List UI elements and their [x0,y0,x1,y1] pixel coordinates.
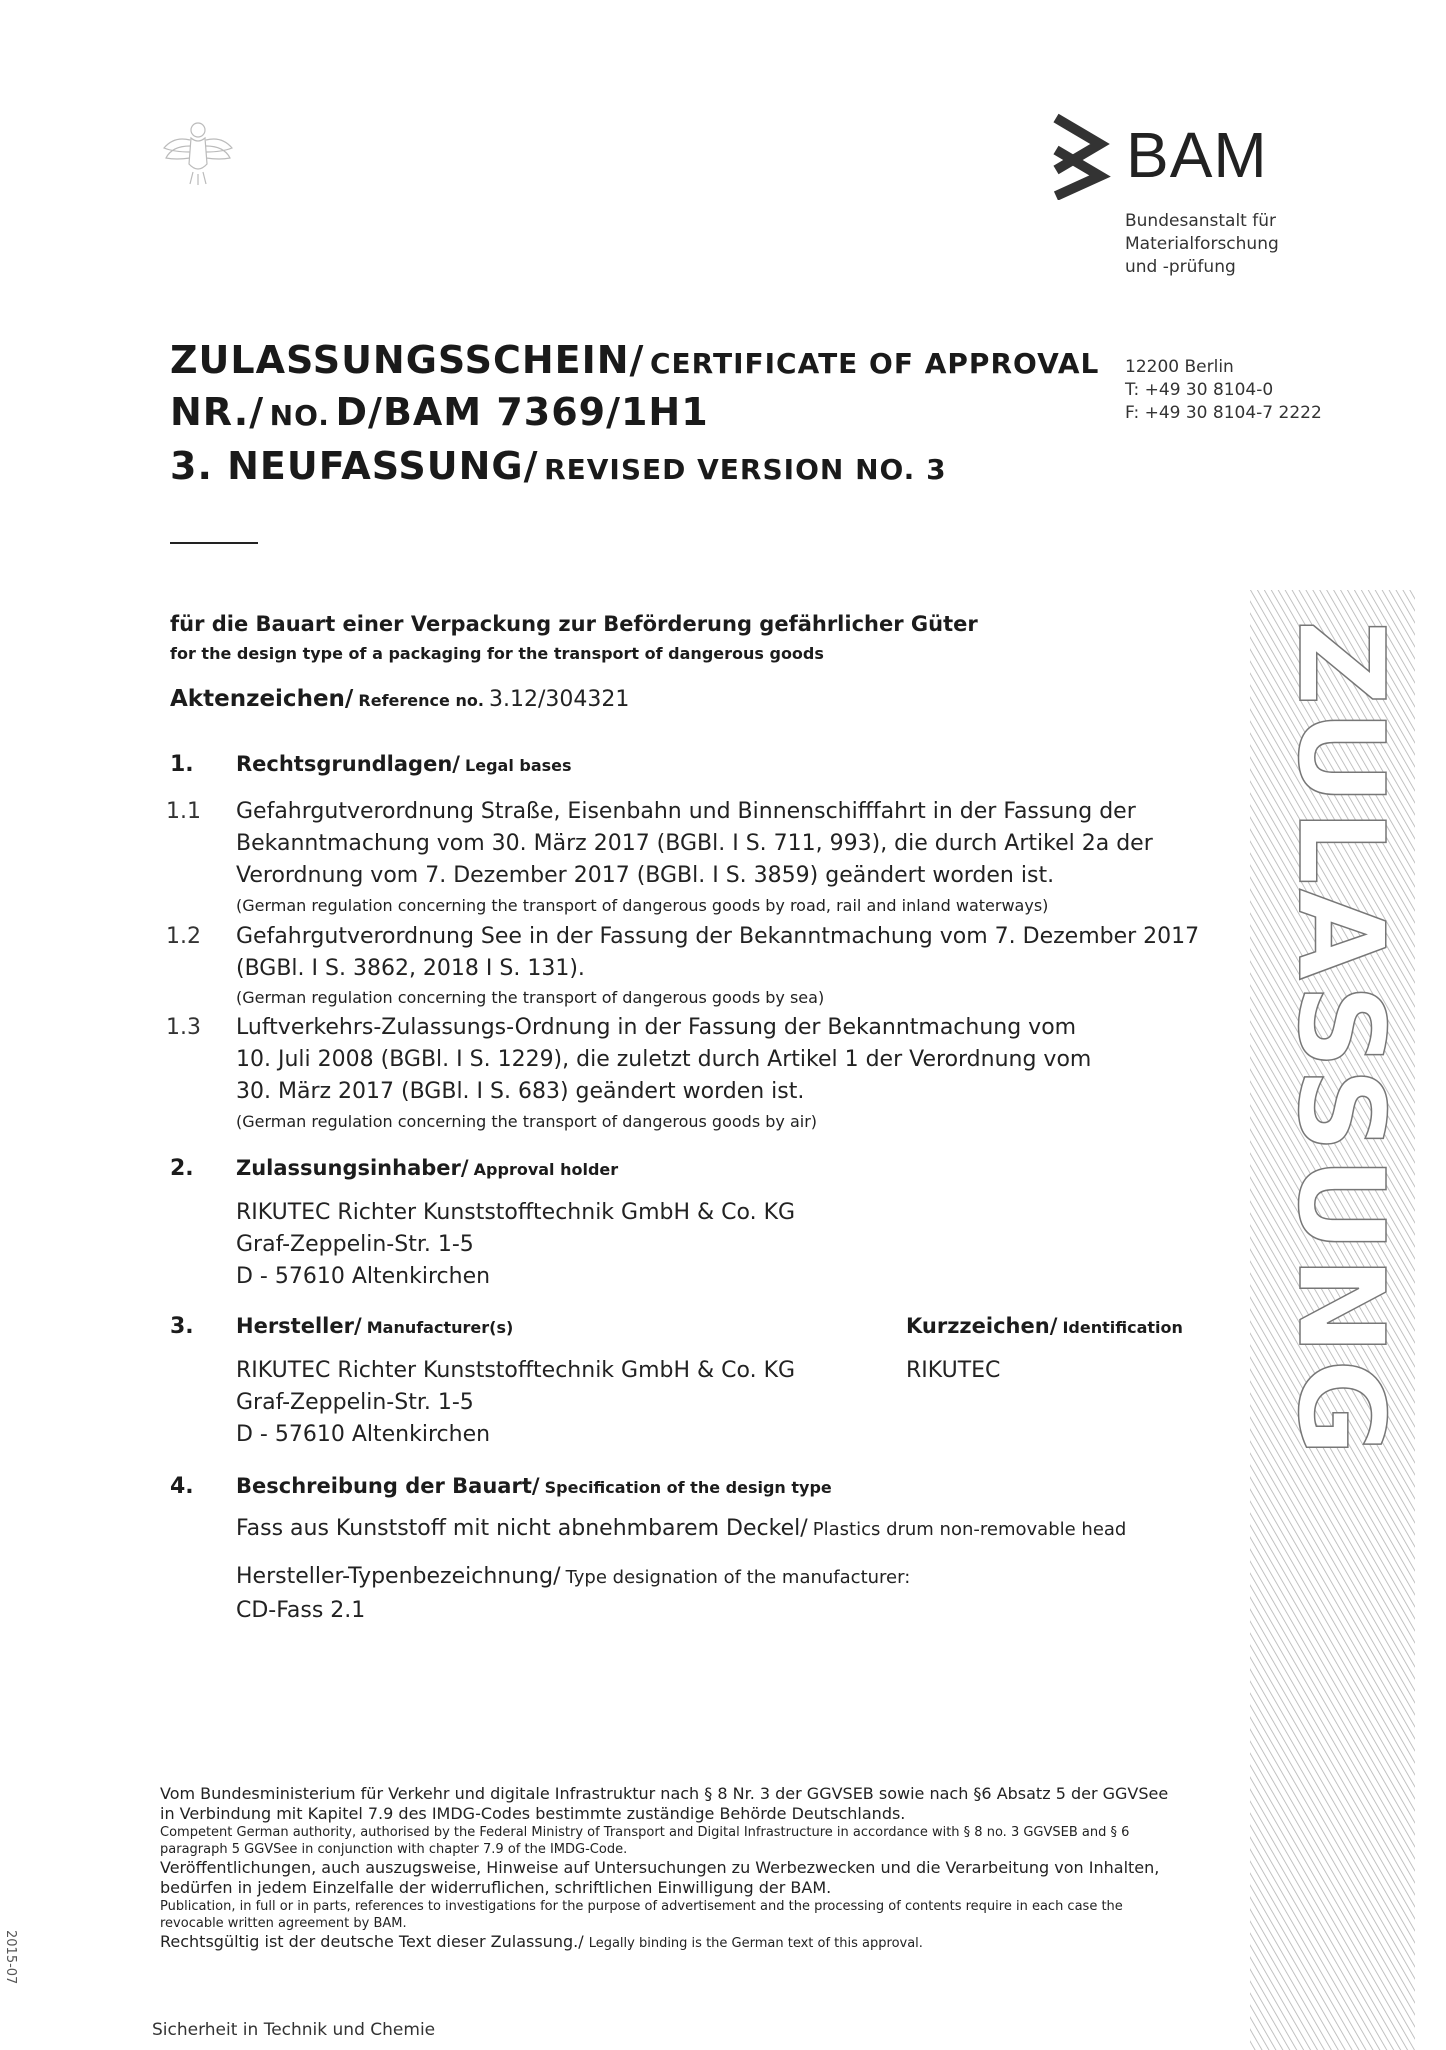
item-1-1-en: (German regulation concerning the transport of dangerous goods by road, rail and inland waterways) [236,896,1049,915]
section-3-title-en: Manufacturer(s) [366,1318,514,1337]
section-4-title-de: Beschreibung der Bauart/ [236,1474,540,1498]
footer-line-en: revocable written agreement by BAM. [160,1916,407,1931]
footer-line-en: Competent German authority, authorised by the Federal Ministry of Transport and Digital Infrastructure in accordance with § 8 no. 3 GGVSEB and § 6 [160,1825,1130,1840]
design-spec-de: Fass aus Kunststoff mit nicht abnehmbarem Deckel/ [236,1516,808,1541]
holder-line: Graf-Zeppelin-Str. 1-5 [236,1232,474,1257]
manufacturer-line: D - 57610 Altenkirchen [236,1422,491,1447]
reference-label-en: Reference no. [358,691,484,710]
contact-phone: T: +49 30 8104-0 [1125,380,1274,400]
sidebar-zulassung-text: ZULASSUNG [1271,620,1410,1460]
revision-de: 3. NEUFASSUNG/ [170,444,539,488]
item-1-3-line: 10. Juli 2008 (BGBl. I S. 1229), die zuletzt durch Artikel 1 der Verordnung vom [236,1047,1092,1072]
federal-eagle-icon [160,118,236,186]
footer-line: in Verbindung mit Kapitel 7.9 des IMDG-Codes bestimmte zuständige Behörde Deutschlands. [160,1804,906,1823]
identification-label-en: Identification [1062,1318,1183,1337]
item-1-3-number: 1.3 [166,1015,201,1040]
holder-line: D - 57610 Altenkirchen [236,1264,491,1289]
bam-sub-line: Bundesanstalt für [1125,211,1276,231]
number-label-de: NR./ [170,390,265,434]
type-designation [236,1564,910,1589]
item-1-1-line: Verordnung vom 7. Dezember 2017 (BGBl. I S. 3859) geändert worden ist. [236,863,1055,888]
section-4-title-en: Specification of the design type [544,1478,832,1497]
section-4-heading [236,1474,832,1498]
footer-tagline: Sicherheit in Technik und Chemie [152,2020,436,2040]
title-line-1 [170,338,1099,382]
manufacturer-line: Graf-Zeppelin-Str. 1-5 [236,1390,474,1415]
title-de: ZULASSUNGSSCHEIN/ [170,338,645,382]
contact-fax: F: +49 30 8104-7 2222 [1125,403,1322,423]
section-3-heading [236,1314,513,1338]
reference-number: 3.12/304321 [489,687,630,712]
intro-en: for the design type of a packaging for the transport of dangerous goods [170,644,824,663]
title-rule [170,542,258,544]
footer-line-en: Publication, in full or in parts, references to investigations for the purpose of advertisement and the processing of contents require in each case the [160,1899,1123,1914]
section-4-number: 4. [170,1474,194,1499]
title-line-2 [170,390,709,434]
item-1-1-number: 1.1 [166,799,201,824]
revision-en: REVISED VERSION NO. 3 [544,453,947,486]
bam-sub-line: Materialforschung [1125,234,1279,254]
type-designation-en: Type designation of the manufacturer: [565,1567,911,1588]
reference-line [170,686,629,712]
legal-binding-line [160,1932,1168,1952]
item-1-2-line: (BGBl. I S. 3862, 2018 I S. 131). [236,956,585,981]
intro-de: für die Bauart einer Verpackung zur Beförderung gefährlicher Güter [170,612,978,636]
item-1-1-line: Gefahrgutverordnung Straße, Eisenbahn und Binnenschifffahrt in der Fassung der [236,799,1136,824]
footer-line: Vom Bundesministerium für Verkehr und digitale Infrastruktur nach § 8 Nr. 3 der GGVSEB sowie nach §6 Absatz 5 der GGVSee [160,1784,1169,1803]
section-3-title-de: Hersteller/ [236,1314,362,1338]
footer-authority [160,1784,1168,1952]
item-1-3-en: (German regulation concerning the transport of dangerous goods by air) [236,1112,818,1131]
section-2-number: 2. [170,1156,194,1181]
item-1-3-line: 30. März 2017 (BGBl. I S. 683) geändert worden ist. [236,1079,805,1104]
type-designation-value: CD-Fass 2.1 [236,1598,366,1623]
bam-chevron-icon [1048,110,1112,200]
identification-heading [906,1314,1183,1338]
footer-line: Veröffentlichungen, auch auszugsweise, Hinweise auf Untersuchungen zu Werbezwecken und die Verarbeitung von Inhalten, [160,1858,1160,1877]
bam-logo [1048,110,1268,200]
item-1-2-line: Gefahrgutverordnung See in der Fassung der Bekanntmachung vom 7. Dezember 2017 [236,924,1200,949]
identification-value: RIKUTEC [906,1358,1001,1383]
section-3-number: 3. [170,1314,194,1339]
contact-address: 12200 Berlin [1125,357,1234,377]
legal-binding-de: Rechtsgültig ist der deutsche Text dieser Zulassung./ [160,1932,584,1951]
holder-line: RIKUTEC Richter Kunststofftechnik GmbH & Co. KG [236,1200,796,1225]
title-en: CERTIFICATE OF APPROVAL [650,347,1100,380]
reference-label-de: Aktenzeichen/ [170,686,354,712]
item-1-3-line: Luftverkehrs-Zulassungs-Ordnung in der Fassung der Bekanntmachung vom [236,1015,1077,1040]
footer-line: bedürfen in jedem Einzelfalle der widerruflichen, schriftlichen Einwilligung der BAM. [160,1878,832,1897]
item-1-2-number: 1.2 [166,924,201,949]
number-label-en: NO. [269,399,330,432]
section-1-title-en: Legal bases [465,756,572,775]
title-line-3 [170,444,947,488]
section-2-heading [236,1156,618,1180]
type-designation-de: Hersteller-Typenbezeichnung/ [236,1564,561,1589]
identification-label-de: Kurzzeichen/ [906,1314,1058,1338]
contact-block [1125,356,1322,425]
footer-line-en: paragraph 5 GGVSee in conjunction with chapter 7.9 of the IMDG-Code. [160,1842,628,1857]
bam-name: BAM [1126,119,1268,191]
section-1-heading [236,752,572,776]
design-spec [236,1516,1126,1541]
certificate-number: D/BAM 7369/1H1 [335,390,709,434]
section-2-title-en: Approval holder [473,1160,619,1179]
item-1-2-en: (German regulation concerning the transport of dangerous goods by sea) [236,988,825,1007]
item-1-1-line: Bekanntmachung vom 30. März 2017 (BGBl. I S. 711, 993), die durch Artikel 2a der [236,831,1153,856]
manufacturer-line: RIKUTEC Richter Kunststofftechnik GmbH & Co. KG [236,1358,796,1383]
section-1-number: 1. [170,752,194,777]
bam-sub-line: und -prüfung [1125,257,1236,277]
bam-full-name [1125,210,1279,279]
design-spec-en: Plastics drum non-removable head [812,1519,1127,1540]
approval-sidebar [1250,590,1415,2050]
legal-binding-en: Legally binding is the German text of this approval. [588,1936,923,1951]
margin-code: 2015-07 [3,1930,18,1985]
section-1-title-de: Rechtsgrundlagen/ [236,752,460,776]
section-2-title-de: Zulassungsinhaber/ [236,1156,469,1180]
